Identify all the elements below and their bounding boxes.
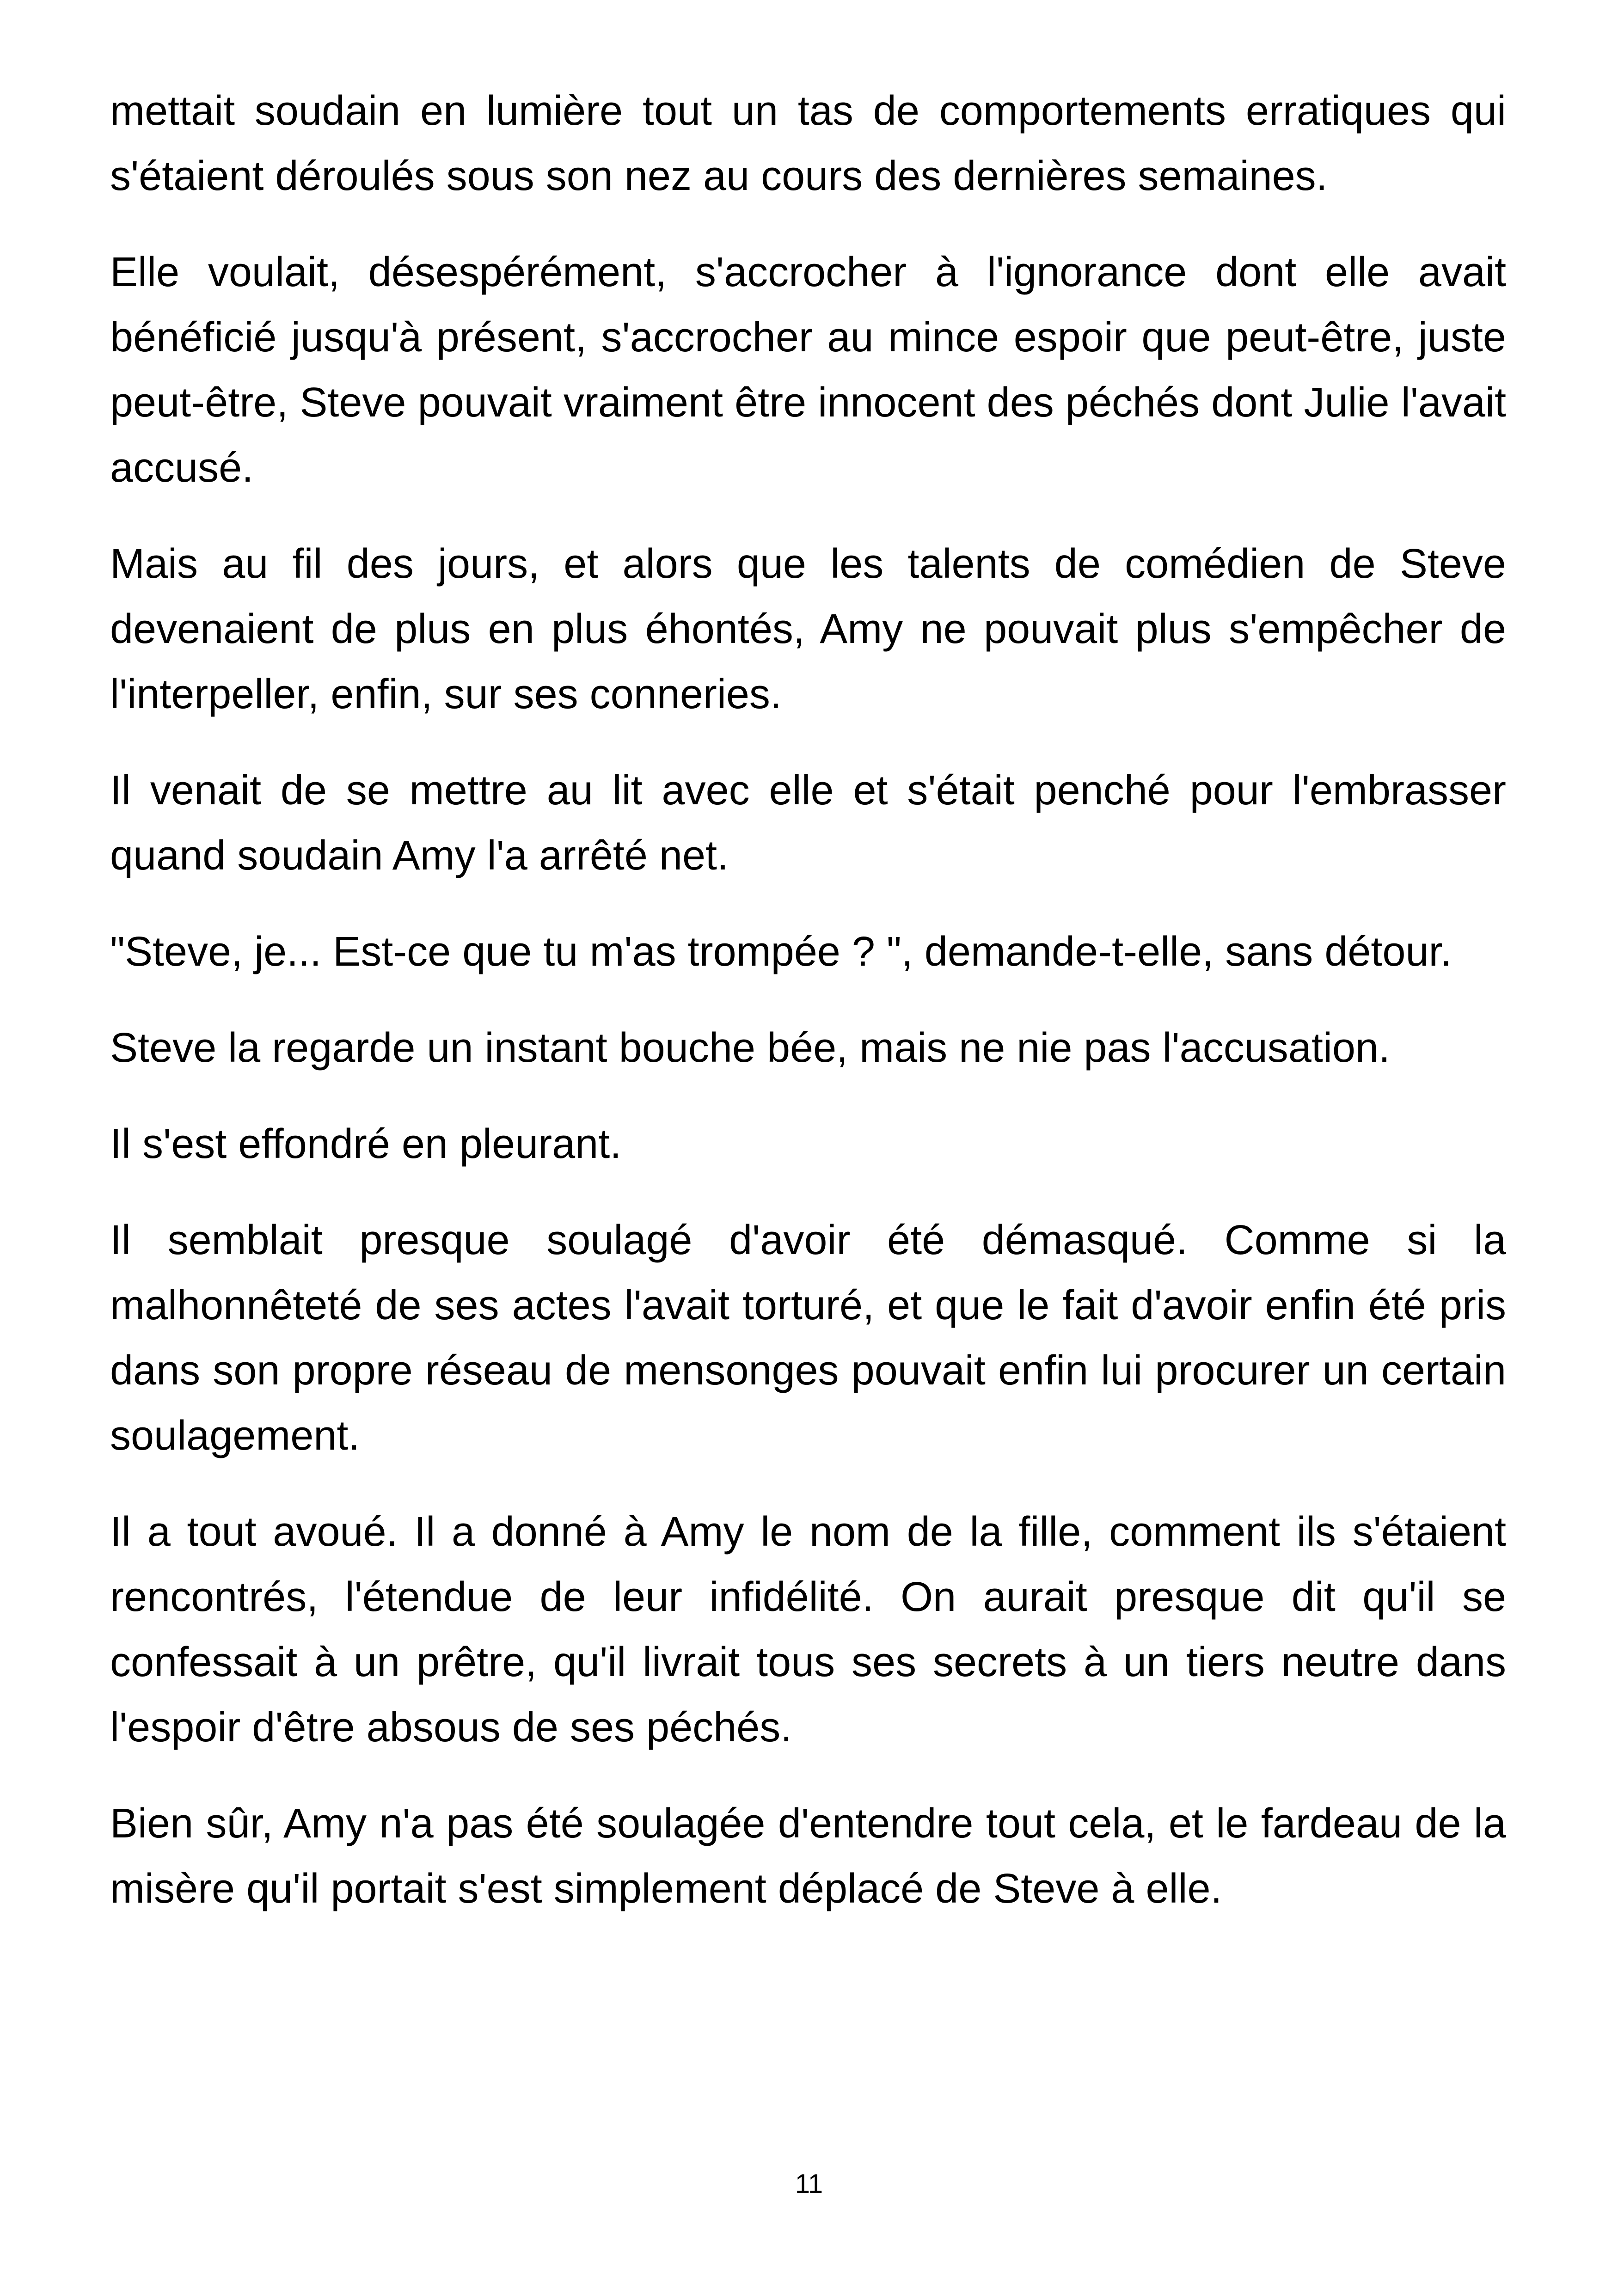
paragraph-1: mettait soudain en lumière tout un tas de comportements erratiques qui s'étaient déroulés sous son nez au cours des dernières semaines.	[110, 88, 1506, 199]
paragraph-10: Bien sûr, Amy n'a pas été soulagée d'entendre tout cela, et le fardeau de la misère qu'il portait s'est simplement déplacé de Steve à elle.	[110, 1800, 1506, 1912]
paragraph-8: Il semblait presque soulagé d'avoir été démasqué. Comme si la malhonnêteté de ses actes l'avait torturé, et que le fait d'avoir enfin été pris dans son propre réseau de mensonges pouvait enfin lui procurer un certain soulagement.	[110, 1217, 1506, 1459]
paragraph-4: Il venait de se mettre au lit avec elle et s'était penché pour l'embrasser quand soudain Amy l'a arrêté net.	[110, 767, 1506, 879]
paragraph-9: Il a tout avoué. Il a donné à Amy le nom de la fille, comment ils s'étaient rencontrés, l'étendue de leur infidélité. On aurait presque dit qu'il se confessait à un prêtre, qu'il livrait tous ses secrets à un tiers neutre dans l'espoir d'être absous de ses péchés.	[110, 1509, 1506, 1751]
paragraph-7: Il s'est effondré en pleurant.	[110, 1121, 622, 1167]
paragraph-2: Elle voulait, désespérément, s'accrocher à l'ignorance dont elle avait bénéficié jusqu'à présent, s'accrocher au mince espoir que peut-être, juste peut-être, Steve pouvait vraiment être innocent des péchés dont Julie l'avait accusé.	[110, 249, 1506, 491]
paragraph-6: Steve la regarde un instant bouche bée, mais ne nie pas l'accusation.	[110, 1025, 1390, 1071]
page-number: 11	[795, 2169, 823, 2199]
paragraph-3: Mais au fil des jours, et alors que les talents de comédien de Steve devenaient de plus en plus éhontés, Amy ne pouvait plus s'empêcher de l'interpeller, enfin, sur ses conneries.	[110, 541, 1506, 717]
paragraph-5: "Steve, je... Est-ce que tu m'as trompée ? ", demande-t-elle, sans détour.	[110, 929, 1452, 975]
body-text	[110, 79, 1506, 1922]
